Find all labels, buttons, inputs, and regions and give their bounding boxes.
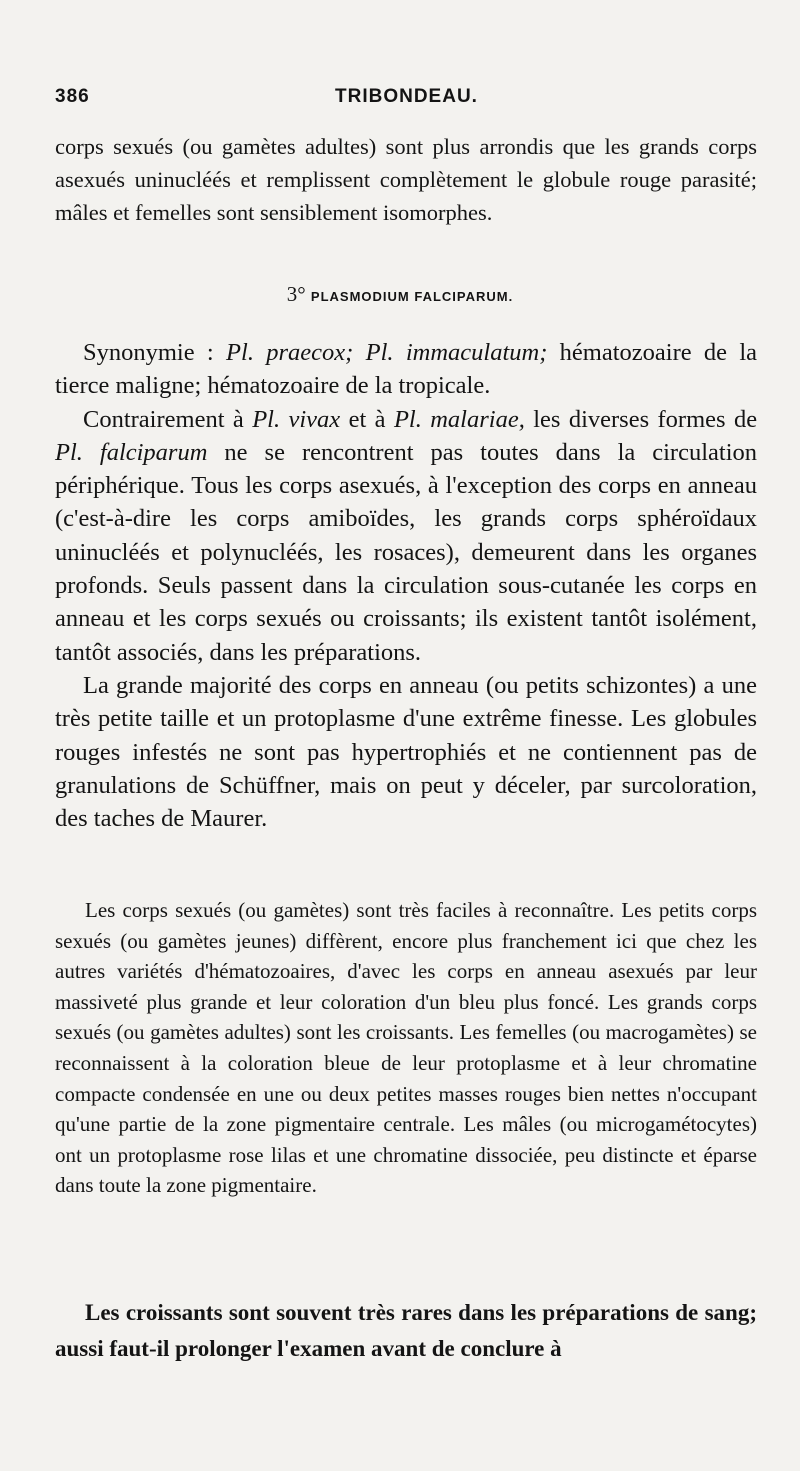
text-run: les diverses formes de xyxy=(533,405,758,433)
paragraph-crescents xyxy=(55,1295,757,1367)
running-title: TRIBONDEAU. xyxy=(335,86,478,107)
paragraph-text: Les croissants sont souvent très rares dans les préparations de sang; aussi faut-il prolonger l'examen avant de conclure à xyxy=(55,1300,757,1361)
section-number: 3° xyxy=(286,282,306,306)
synonym-1: Pl. praecox; xyxy=(226,339,354,366)
synonymy-paragraph xyxy=(55,336,757,403)
intro-paragraph: corps sexués (ou gamètes adultes) sont plus arrondis que les grands corps asexués uninucléés et remplissent complètement le globule rouge parasité; mâles et femelles sont sensiblement isomorphes. xyxy=(55,134,757,225)
synonym-2: Pl. immaculatum; xyxy=(365,339,548,366)
paragraph-ring-forms: La grande majorité des corps en anneau (ou petits schizontes) a une très petite taille et un protoplasme d'une extrême finesse. Les globules rouges infestés ne sont pas hypertrophiés et ne contiennent pas de granulations de Schüffner, mais on peut y déceler, par surcoloration, des taches de Maurer. xyxy=(55,671,757,833)
synonymy-label: Synonymie : xyxy=(83,339,214,366)
species-name: Pl. falciparum xyxy=(55,438,208,466)
text-run: Contrairement à xyxy=(83,405,244,433)
text-run: ne se rencontrent pas toutes dans la circulation périphérique. Tous les corps asexués, à l'exception des corps en anneau (c'est-à-dire les corps amiboïdes, les grands corps sphéroïdaux uninucléés et polynucléés, les rosaces), demeurent dans les organes profonds. Seuls passent dans la circulation sous-cutanée les corps en anneau et les corps sexués ou croissants; ils existent tantôt isolément, tantôt associés, dans les préparations. xyxy=(55,438,758,666)
text-run: et à xyxy=(348,405,386,433)
species-name: Pl. vivax xyxy=(252,405,341,433)
synonymy-rest: hématozoaire de la tierce maligne; hématozoaire de la tropicale. xyxy=(55,339,758,400)
paragraph-text: Les corps sexués (ou gamètes) sont très faciles à reconnaître. Les petits corps sexués (ou gamètes jeunes) diffèrent, encore plus franchement ici que chez les autres variétés d'hématozoaires, d'avec les corps en anneau asexués par leur massiveté plus grande et leur coloration d'un bleu plus foncé. Les grands corps sexués (ou gamètes adultes) sont les croissants. Les femelles (ou macrogamètes) se reconnaissent à la coloration bleue de leur protoplasme et à leur chromatine compacte condensée en une ou deux petites masses rouges bien nettes n'occupant qu'une partie de la zone pigmentaire centrale. Les mâles (ou microgamétocytes) ont un protoplasme rose lilas et une chromatine dissociée, peu distincte et éparse dans toute la zone pigmentaire. xyxy=(55,898,757,1198)
section-heading xyxy=(0,282,800,307)
paragraph-sexual-forms xyxy=(55,895,757,1201)
paragraph-distribution xyxy=(55,403,757,669)
main-text xyxy=(55,336,757,835)
page-number: 386 xyxy=(55,86,90,107)
section-title: PLASMODIUM FALCIPARUM. xyxy=(310,289,514,304)
species-name: Pl. malariae, xyxy=(393,405,525,433)
